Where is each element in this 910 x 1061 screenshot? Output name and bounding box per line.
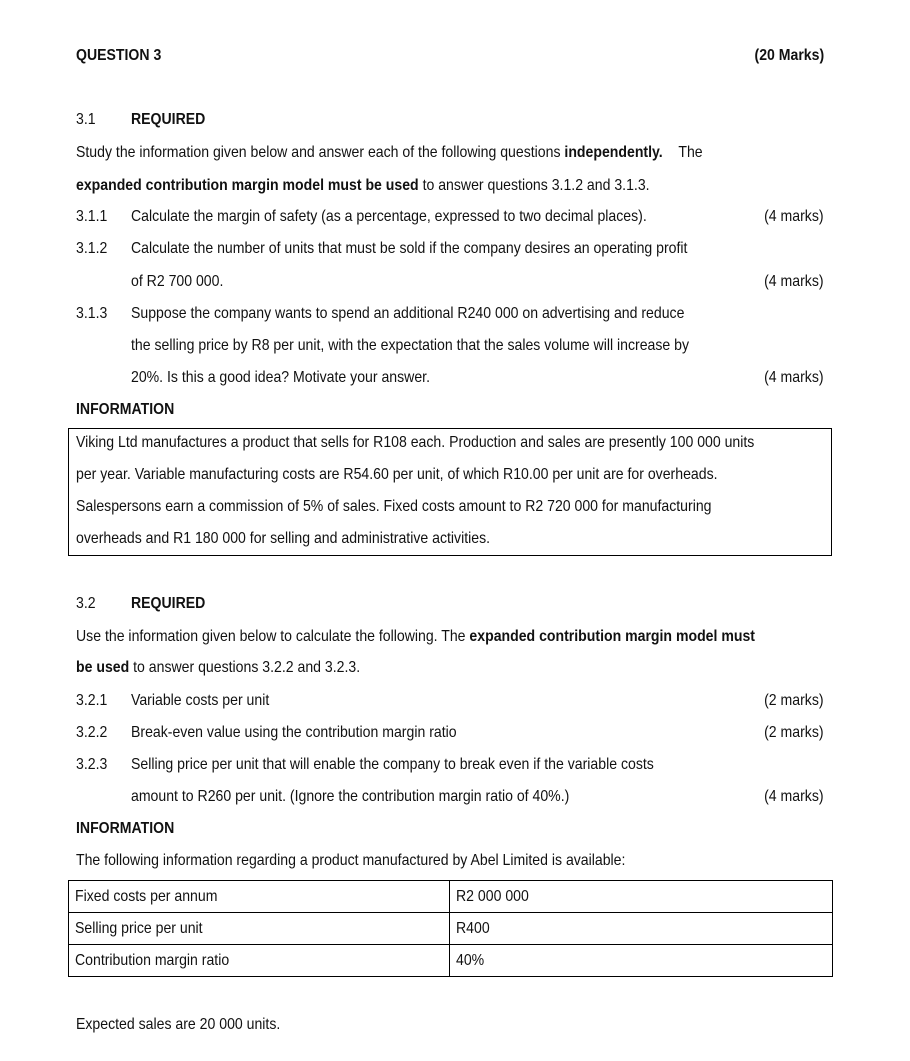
question-3-1-1-text: Calculate the margin of safety (as a percentage, expressed to two decimal places). [131, 208, 647, 225]
marks-total: (20 Marks) [754, 47, 824, 64]
table-cell-value: R2 000 000 [450, 881, 833, 913]
question-3-2-2-number: 3.2.2 [76, 724, 108, 741]
abel-limited-info-table [68, 880, 833, 977]
table-cell-value: 40% [450, 945, 833, 977]
section-3-1-heading: REQUIRED [131, 111, 206, 128]
section-3-2-info-intro: The following information regarding a product manufactured by Abel Limited is available: [76, 852, 626, 869]
section-3-1-instructions-line1: Study the information given below and answer each of the following questions independently. The [76, 144, 703, 161]
question-3-1-1-marks: (4 marks) [764, 208, 824, 225]
table-cell-value: R400 [450, 913, 833, 945]
table-cell-label: Fixed costs per annum [69, 881, 450, 913]
question-3-2-2-marks: (2 marks) [764, 724, 824, 741]
question-3-2-3-text-line2: amount to R260 per unit. (Ignore the contribution margin ratio of 40%.) [131, 788, 570, 805]
section-3-2-heading: REQUIRED [131, 595, 206, 612]
question-3-1-3-number: 3.1.3 [76, 305, 108, 322]
table-cell-label: Selling price per unit [69, 913, 450, 945]
question-3-1-2-text-line2: of R2 700 000. [131, 273, 224, 290]
info-box-line-2: per year. Variable manufacturing costs are R54.60 per unit, of which R10.00 per unit are for overheads. [76, 466, 718, 483]
expected-sales-note: Expected sales are 20 000 units. [76, 1016, 281, 1033]
section-3-2-number: 3.2 [76, 595, 96, 612]
question-3-2-3-number: 3.2.3 [76, 756, 108, 773]
question-3-1-2-text-line1: Calculate the number of units that must be sold if the company desires an operating profit [131, 240, 688, 257]
info-box-line-3: Salespersons earn a commission of 5% of sales. Fixed costs amount to R2 720 000 for manufacturing [76, 498, 712, 515]
question-3-2-1-marks: (2 marks) [764, 692, 824, 709]
table-row [69, 913, 833, 945]
question-3-1-1-number: 3.1.1 [76, 208, 108, 225]
question-3-2-3-marks: (4 marks) [764, 788, 824, 805]
question-3-1-2-marks: (4 marks) [764, 273, 824, 290]
question-3-1-2-number: 3.1.2 [76, 240, 108, 257]
info-box-line-4: overheads and R1 180 000 for selling and administrative activities. [76, 530, 491, 547]
info-box-line-1: Viking Ltd manufactures a product that sells for R108 each. Production and sales are presently 100 000 units [76, 434, 755, 451]
question-3-2-2-text: Break-even value using the contribution margin ratio [131, 724, 457, 741]
section-3-2-instructions-line2: be used to answer questions 3.2.2 and 3.2.3. [76, 659, 361, 676]
question-3-2-3-text-line1: Selling price per unit that will enable the company to break even if the variable costs [131, 756, 654, 773]
question-3-1-3-text-line1: Suppose the company wants to spend an additional R240 000 on advertising and reduce [131, 305, 685, 322]
section-3-2-info-heading: INFORMATION [76, 820, 175, 837]
table-row [69, 945, 833, 977]
section-3-2-instructions-line1: Use the information given below to calculate the following. The expanded contribution margin model must [76, 628, 755, 645]
question-3-2-1-text: Variable costs per unit [131, 692, 270, 709]
question-3-2-1-number: 3.2.1 [76, 692, 108, 709]
question-3-1-3-text-line2: the selling price by R8 per unit, with the expectation that the sales volume will increase by [131, 337, 690, 354]
table-row [69, 881, 833, 913]
section-3-1-instructions-line2: expanded contribution margin model must be used to answer questions 3.1.2 and 3.1.3. [76, 177, 650, 194]
section-3-1-info-heading: INFORMATION [76, 401, 175, 418]
table-cell-label: Contribution margin ratio [69, 945, 450, 977]
question-title: QUESTION 3 [76, 47, 162, 64]
section-3-1-number: 3.1 [76, 111, 96, 128]
question-3-1-3-marks: (4 marks) [764, 369, 824, 386]
question-3-1-3-text-line3: 20%. Is this a good idea? Motivate your answer. [131, 369, 430, 386]
